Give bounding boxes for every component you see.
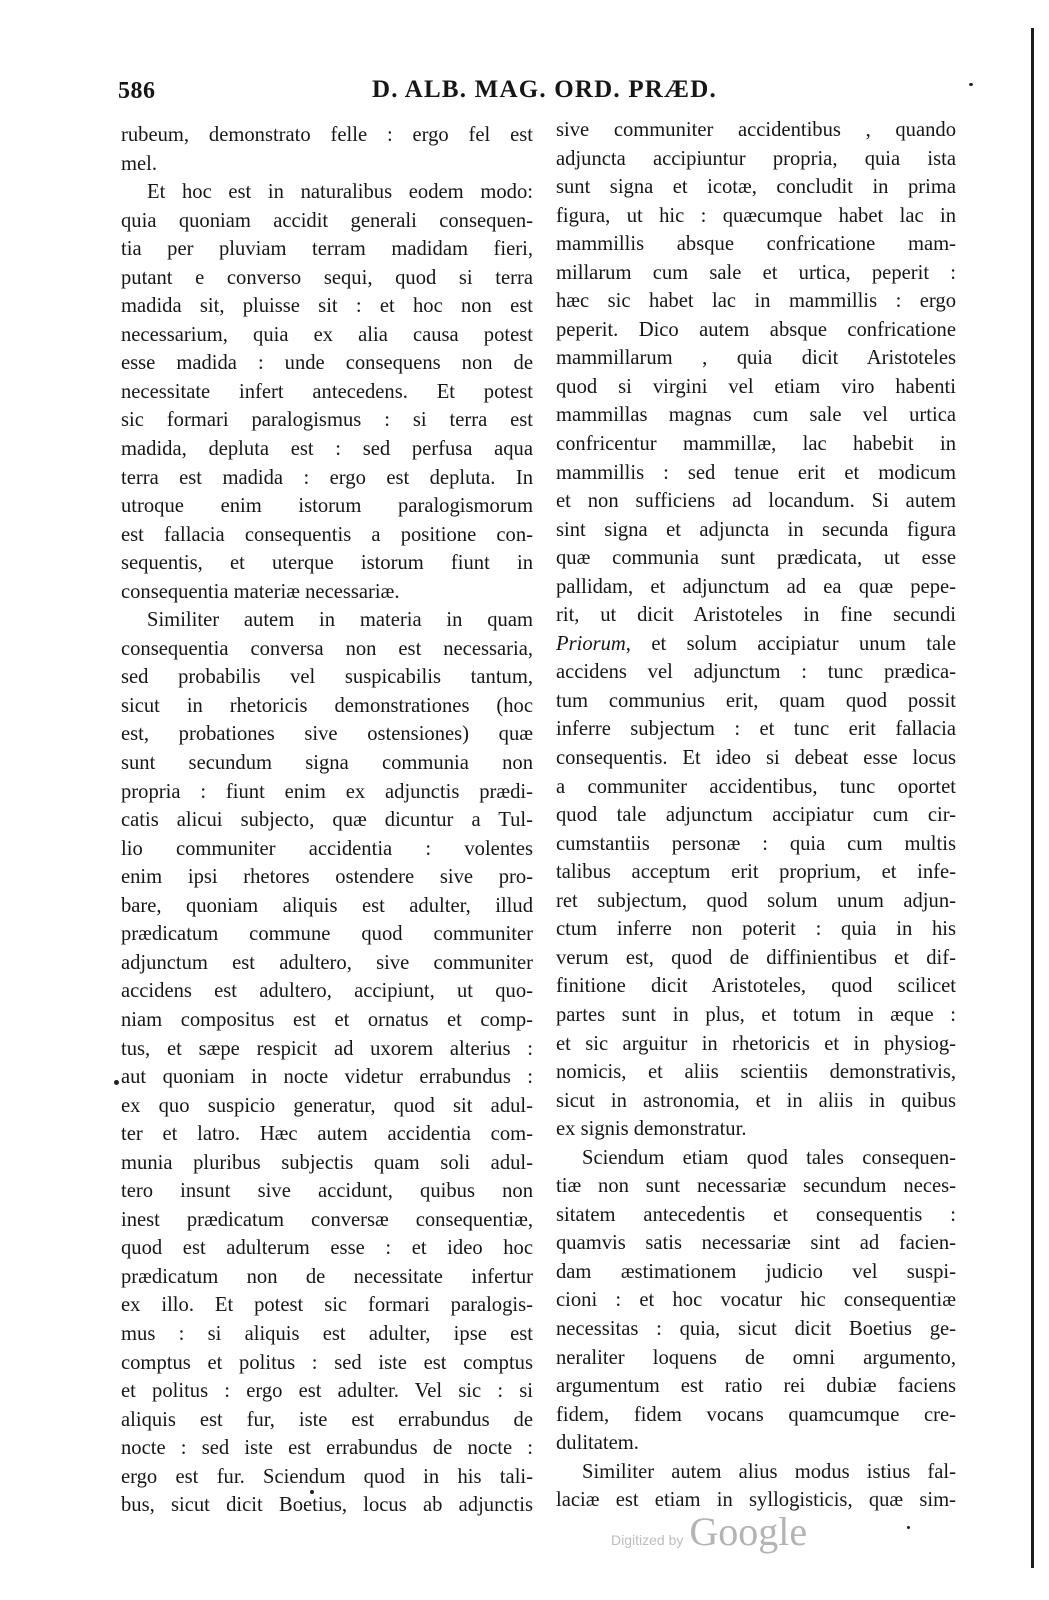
text-line: ex illo. Et potest sic formari paralogis- — [121, 1294, 533, 1317]
text-line: est, probationes sive ostensiones) quæ — [121, 723, 533, 746]
running-head: D. ALB. MAG. ORD. PRÆD. — [372, 76, 717, 103]
text-line: quia quoniam accidit generali consequen- — [121, 209, 533, 232]
text-line: laciæ est etiam in syllogisticis, quæ sim- — [556, 1489, 956, 1512]
text-line: consequentis. Et ideo si debeat esse locus — [556, 747, 956, 770]
text-line: a communiter accidentibus, tunc oportet — [556, 775, 956, 798]
page-edge-rule — [1031, 28, 1034, 1568]
text-line: sicut in rhetoricis demonstrationes (hoc — [121, 694, 533, 717]
text-line: tum communius erit, quam quod possit — [556, 689, 956, 712]
text-line: pallidam, et adjunctum ad ea quæ pepe- — [556, 575, 956, 598]
text-line: sunt secundum signa communia non — [121, 752, 533, 775]
text-line: enim ipsi rhetores ostendere sive pro- — [121, 866, 533, 889]
text-line: Similiter autem in materia in quam — [147, 609, 533, 632]
text-line: tia per pluviam terram madidam fieri, — [121, 238, 533, 261]
margin-mark — [969, 83, 973, 86]
text-line: terra est madida : ergo est depluta. In — [121, 466, 533, 489]
text-line: ter et latro. Hæc autem accidentia com- — [121, 1123, 533, 1146]
text-line: ex signis demonstratur. — [556, 1118, 747, 1141]
text-line: partes sunt in plus, et totum in æque : — [556, 1003, 956, 1026]
text-line: quamvis satis necessariæ sint ad facien- — [556, 1232, 956, 1255]
text-line: comptus et politus : sed iste est comptus — [121, 1351, 533, 1374]
text-line: ex quo suspicio generatur, quod sit adul- — [121, 1094, 533, 1117]
margin-mark — [310, 1490, 314, 1494]
text-line: mammillis absque confricatione mam- — [556, 233, 956, 256]
text-line: cioni : et hoc vocatur hic consequentiæ — [556, 1289, 956, 1312]
text-line: dulitatem. — [556, 1432, 639, 1455]
text-line: lio communiter accidentia : volentes — [121, 837, 533, 860]
text-line: tiæ non sunt necessariæ secundum neces- — [556, 1175, 956, 1198]
text-line: madida, depluta est : sed perfusa aqua — [121, 438, 533, 461]
text-line: Similiter autem alius modus istius fal- — [582, 1460, 956, 1483]
text-line: aliquis est fur, iste est errabundus de — [121, 1408, 533, 1431]
text-line: peperit. Dico autem absque confricatione — [556, 318, 956, 341]
margin-mark — [114, 1080, 119, 1085]
text-line: aut quoniam in nocte videtur errabundus : — [121, 1066, 533, 1089]
text-line: necessitas : quia, sicut dicit Boetius ge- — [556, 1317, 956, 1340]
text-line: utroque enim istorum paralogismorum — [121, 495, 533, 518]
text-line: sic formari paralogismus : si terra est — [121, 409, 533, 432]
text-line: niam compositus est et ornatus et comp- — [121, 1008, 533, 1031]
page-number: 586 — [118, 78, 156, 104]
page-header — [118, 74, 978, 114]
text-line: verum est, quod de diffinientibus et dif- — [556, 946, 956, 969]
text-line: millarum cum sale et urtica, peperit : — [556, 261, 956, 284]
text-line: sunt signa et icotæ, concludit in prima — [556, 176, 956, 199]
text-line: bus, sicut dicit Boetius, locus ab adjunctis — [121, 1494, 533, 1517]
text-line: Et hoc est in naturalibus eodem modo: — [147, 181, 533, 204]
text-line: finitione dicit Aristoteles, quod scilicet — [556, 975, 956, 998]
text-line: et politus : ergo est adulter. Vel sic : si — [121, 1380, 533, 1403]
text-line: adjunctum est adultero, sive communiter — [121, 951, 533, 974]
text-line: necessitate infert antecedens. Et potest — [121, 380, 533, 403]
text-line: mammillas magnas cum sale vel urtica — [556, 404, 956, 427]
text-line: mel. — [121, 152, 158, 175]
text-line: propria : fiunt enim ex adjunctis prædi- — [121, 780, 533, 803]
text-line: catis alicui subjecto, quæ dicuntur a Tul- — [121, 809, 533, 832]
text-line: prædicatum commune quod communiter — [121, 923, 533, 946]
text-line: esse madida : unde consequens non de — [121, 352, 533, 375]
text-line: sint signa et adjuncta in secunda figura — [556, 518, 956, 541]
margin-mark — [907, 1526, 910, 1529]
text-line: bare, quoniam aliquis est adulter, illud — [121, 894, 533, 917]
text-line: tus, et sæpe respicit ad uxorem alterius : — [121, 1037, 533, 1060]
text-line: prædicatum non de necessitate infertur — [121, 1265, 533, 1288]
text-line: sitatem antecedentis et consequentis : — [556, 1203, 956, 1226]
text-line: sicut in astronomia, et in aliis in quibus — [556, 1089, 956, 1112]
text-line: neraliter loquens de omni argumento, — [556, 1346, 956, 1369]
text-line: consequentia materiæ necessariæ. — [121, 580, 400, 603]
text-line: dam æstimationem judicio vel suspi- — [556, 1260, 956, 1283]
text-line: accidens est adultero, accipiunt, ut quo- — [121, 980, 533, 1003]
text-line: figura, ut hic : quæcumque habet lac in — [556, 204, 956, 227]
text-line: inferre subjectum : et tunc erit fallacia — [556, 718, 956, 741]
text-line: nomicis, et aliis scientiis demonstrativis, — [556, 1061, 956, 1084]
text-line: argumentum est ratio rei dubiæ faciens — [556, 1375, 956, 1398]
text-line: ret subjectum, quod solum unum adjun- — [556, 889, 956, 912]
text-line: hæc sic habet lac in mammillis : ergo — [556, 290, 956, 313]
text-line: Sciendum etiam quod tales consequen- — [582, 1146, 956, 1169]
text-line: sequentis, et uterque istorum fiunt in — [121, 552, 533, 575]
text-line: fidem, fidem vocans quamcumque cre- — [556, 1403, 956, 1426]
text-line: quod est adulterum esse : et ideo hoc — [121, 1237, 533, 1260]
text-line: madida sit, pluisse sit : et hoc non est — [121, 295, 533, 318]
text-line: et sic arguitur in rhetoricis et in physiog- — [556, 1032, 956, 1055]
text-line: nocte : sed iste est errabundus de nocte : — [121, 1437, 533, 1460]
text-line: rit, ut dicit Aristoteles in fine secundi — [556, 604, 956, 627]
text-line: necessarium, quia ex alia causa potest — [121, 323, 533, 346]
digitized-by-google-watermark — [611, 1508, 807, 1555]
text-line: consequentia conversa non est necessaria, — [121, 637, 533, 660]
text-line: confricentur mammillæ, lac habebit in — [556, 433, 956, 456]
text-line: talibus acceptum erit proprium, et infe- — [556, 861, 956, 884]
digitized-by-label: Digitized by — [611, 1532, 684, 1548]
text-line: adjuncta accipiuntur propria, quia ista — [556, 147, 956, 170]
text-line: cumstantiis personæ : quia cum multis — [556, 832, 956, 855]
google-wordmark: Google — [689, 1509, 808, 1554]
text-line: mus : si aliquis est adulter, ipse est — [121, 1322, 533, 1345]
text-line: munia pluribus subjectis quam soli adul- — [121, 1151, 533, 1174]
text-line: quod tale adjunctum accipiatur cum cir- — [556, 804, 956, 827]
text-line: mammillis : sed tenue erit et modicum — [556, 461, 956, 484]
text-line: ergo est fur. Sciendum quod in his tali- — [121, 1465, 533, 1488]
text-line: Priorum, et solum accipiatur unum tale — [556, 632, 956, 655]
text-line: tero insunt sive accidunt, quibus non — [121, 1180, 533, 1203]
text-line: accidens vel adjunctum : tunc prædica- — [556, 661, 956, 684]
text-line: inest prædicatum conversæ consequentiæ, — [121, 1208, 533, 1231]
text-line: ctum inferre non poterit : quia in his — [556, 918, 956, 941]
text-line: est fallacia consequentis a positione con- — [121, 523, 533, 546]
text-line: sive communiter accidentibus , quando — [556, 119, 956, 141]
text-line: et non sufficiens ad locandum. Si autem — [556, 490, 956, 513]
text-line: rubeum, demonstrato felle : ergo fel est — [121, 124, 533, 146]
text-line: quæ communia sunt prædicata, ut esse — [556, 547, 956, 570]
text-line: putant e converso sequi, quod si terra — [121, 266, 533, 289]
text-line: sed probabilis vel suspicabilis tantum, — [121, 666, 533, 689]
right-text-column — [556, 116, 956, 1515]
text-line: quod si virgini vel etiam viro habenti — [556, 375, 956, 398]
left-text-column — [121, 121, 533, 1520]
text-line: mammillarum , quia dicit Aristoteles — [556, 347, 956, 370]
